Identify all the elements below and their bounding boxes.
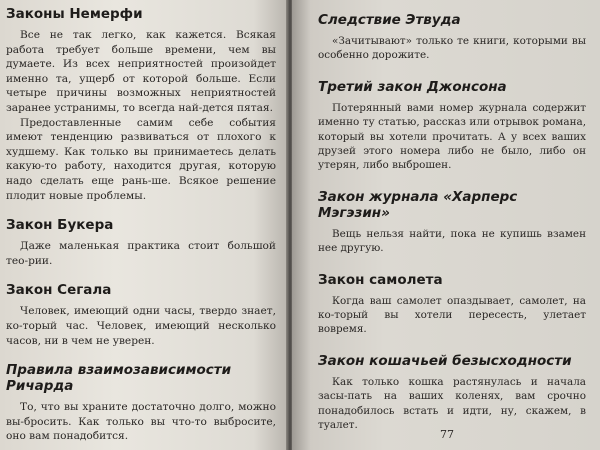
section-title-etvud: Следствие Этвуда [318, 12, 461, 28]
section-paragraph: Как только кошка растянулась и начала засы-пать на ваших коленях, вам срочно понадобилось встать и идти, ну, скажем, в туалет. [318, 375, 586, 432]
section-paragraph: Когда ваш самолет опаздывает, самолет, на ко-торый вы хотели пересесть, улетает вовремя. [318, 294, 586, 336]
section-title-buker: Закон Букера [6, 217, 114, 234]
section-paragraph: То, что вы храните достаточно долго, можно вы-бросить. Как только вы что-то выбросите, оно вам понадобится. [6, 401, 276, 443]
section-paragraph: «Зачитывают» только те книги, которыми вы особенно дорожите. [318, 35, 586, 62]
section-title-koshka: Закон кошачьей безысходности [318, 352, 572, 369]
section-title-richard: Правила взаимозависимости Ричарда [6, 362, 232, 395]
section-paragraph: Предоставленные самим себе события имеют тенденцию развиваться от плохого к худшему. Как только вы принимаетесь делать какую-то работу, находится другая, которую надо сделать еще рань-ше. Всякое решение плодит новые проблемы. [6, 116, 276, 202]
section-title-nemerfi: Законы Немерфи [6, 6, 143, 22]
page-number: 77 [440, 428, 454, 441]
section-title-harpers: Закон журнала «Харперс Мэгэзин» [318, 188, 518, 221]
right-page [292, 0, 600, 450]
section-paragraph: Вещь нельзя найти, пока не купишь взамен нее другую. [318, 227, 586, 255]
section-paragraph: Человек, имеющий одни часы, твердо знает, ко-торый час. Человек, имеющий несколько часов, ни в чем не уверен. [6, 305, 276, 347]
section-paragraph: Потерянный вами номер журнала содержит именно ту статью, рассказ или отрывок романа, который вы хотели прочитать. А у всех ваших друзей этого номера либо не было, либо он утерян, либо выброшен. [318, 101, 586, 172]
section-title-samolet: Закон самолета [318, 271, 443, 288]
left-page [0, 0, 288, 450]
section-title-segal: Закон Сегала [6, 282, 112, 299]
section-title-johnson: Третий закон Джонсона [318, 78, 507, 95]
section-paragraph: Даже маленькая практика стоит большой тео-рии. [6, 240, 276, 267]
section-paragraph: Все не так легко, как кажется. Всякая работа требует больше времени, чем вы думаете. Из всех неприятностей произойдет именно та, ущерб от которой больше. Если четыре причины возможных неприятностей заранее устранимы, то всегда най-дется пятая. [6, 29, 276, 114]
